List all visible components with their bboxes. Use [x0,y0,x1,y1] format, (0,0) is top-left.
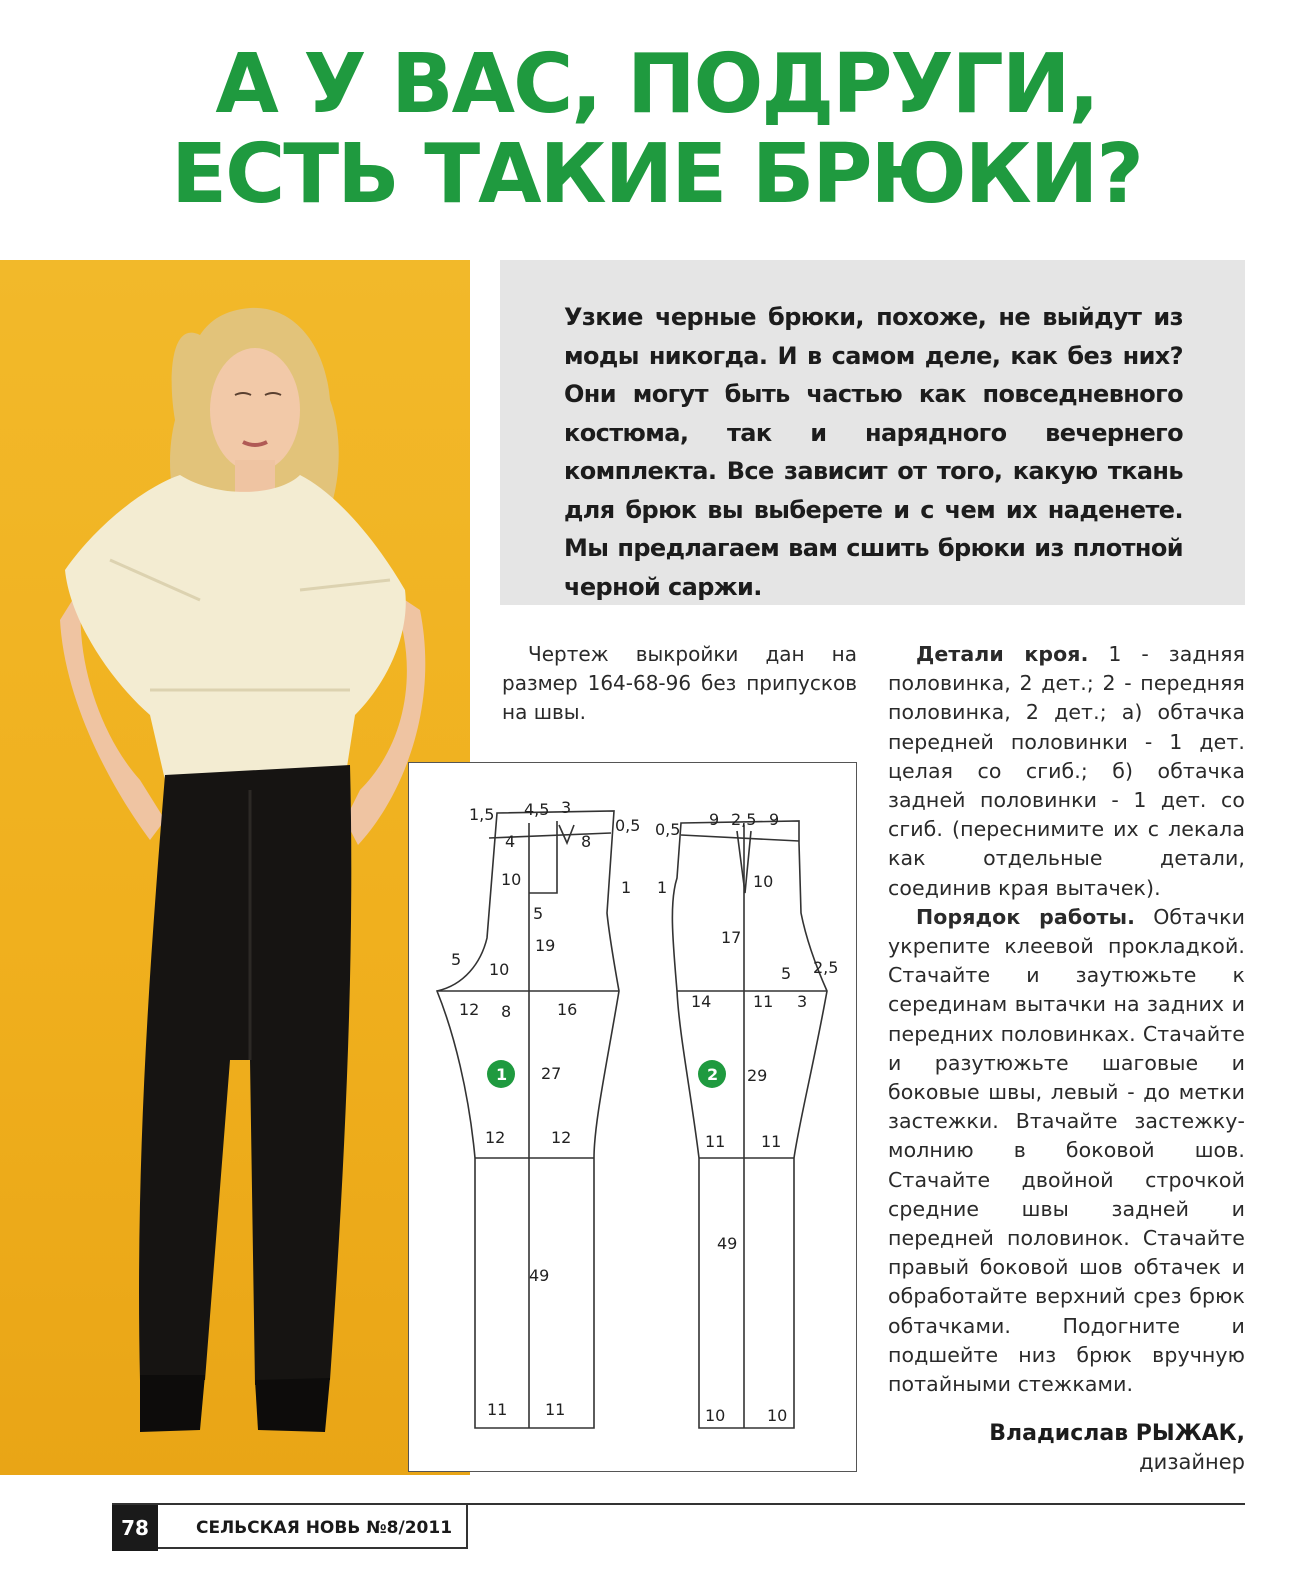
instructions-column [888,640,1245,1399]
model-photo [0,260,470,1475]
pattern-label: 1,5 [469,805,495,824]
pattern-label: 4,5 [524,800,550,819]
pattern-label: 1 [657,878,668,897]
pattern-label: 10 [767,1406,788,1425]
pattern-label: 0,5 [615,816,641,835]
pattern-label: 9 [709,810,720,829]
pattern-label: 16 [557,1000,578,1019]
author-role: дизайнер [1139,1450,1245,1474]
piece-1-labels [451,798,640,1419]
piece-1-number: 1 [496,1065,508,1084]
pattern-label: 5 [451,950,462,969]
cut-details-text: 1 - задняя половинка, 2 дет.; 2 - передняя половинка, 2 дет.; а) обтачка передней половинки - 1 дет. целая со сгиб.; б) обтачка задней половинки - 1 дет. со сгиб. (переснимите их с лекала как отдельные детали, соединив края вытачек). [888,642,1245,900]
pattern-label: 10 [753,872,774,891]
pattern-label: 10 [489,960,510,979]
issue-label: СЕЛЬСКАЯ НОВЬ №8/2011 [158,1505,468,1549]
piece-2-number: 2 [707,1065,719,1084]
pattern-label: 5 [533,904,544,923]
pattern-label: 27 [541,1064,562,1083]
pattern-label: 11 [761,1132,782,1151]
pattern-label: 49 [529,1266,550,1285]
model-illustration [0,260,470,1475]
page-title [0,37,1313,222]
pattern-label: 49 [717,1234,738,1253]
author-signature [989,1420,1245,1476]
pattern-label: 2,5 [731,810,757,829]
work-order-paragraph [888,903,1245,1399]
pattern-label: 5 [781,964,792,983]
pattern-label: 8 [581,832,592,851]
pattern-label: 8 [501,1002,512,1021]
pattern-label: 29 [747,1066,768,1085]
pattern-label: 1 [621,878,632,897]
pattern-drawing [408,762,857,1472]
pattern-label: 11 [545,1400,566,1419]
pattern-label: 3 [561,798,572,817]
pattern-label: 14 [691,992,712,1011]
cut-details-label: Детали кроя. [916,642,1089,666]
pattern-label: 9 [769,810,780,829]
pattern-label: 11 [705,1132,726,1151]
piece-2-labels [655,810,838,1425]
pattern-label: 11 [487,1400,508,1419]
work-order-label: Порядок работы. [916,904,1135,929]
pattern-label: 12 [485,1128,506,1147]
pattern-label: 4 [505,832,516,851]
title-line-2: ЕСТЬ ТАКИЕ БРЮКИ? [171,127,1142,222]
pattern-label: 17 [721,928,742,947]
pattern-label: 2,5 [813,958,839,977]
page-number: 78 [112,1505,158,1551]
author-name: Владислав РЫЖАК, [989,1421,1245,1446]
pattern-label: 12 [459,1000,480,1019]
pattern-label: 12 [551,1128,572,1147]
lead-text: Узкие черные брюки, похоже, не выйдут из моды никогда. И в самом деле, как без них? Они могут быть частью как повседневного костюма, так и нарядного вечернего комплекта. Все зависит от того, какую ткань для брюк вы выберете и с чем их наденете. Мы предлагаем вам сшить брюки из плотной черной саржи. [564,303,1183,601]
cut-details-paragraph [888,640,1245,903]
lead-box [500,260,1245,605]
pattern-note: Чертеж выкройки дан на размер 164-68-96 без припусков на швы. [502,642,857,724]
pattern-label: 11 [753,992,774,1011]
pattern-label: 10 [501,870,522,889]
work-order-text: Обтачки укрепите клеевой прокладкой. Стачайте и заутюжьте к серединам вытачки на задних и передних половинках. Стачайте и разутюжьте шаговые и боковые швы, левый - до метки застежки. Втачайте застежку-молнию в боковой шов. Стачайте двойной строчкой средние швы задней и передней половинок. Стачайте правый боковой шов обтачек и обработайте верхний срез брюк обтачками. Подогните и подшейте низ брюк вручную потайными стежками. [888,904,1245,1397]
pattern-label: 19 [535,936,556,955]
pattern-label: 10 [705,1406,726,1425]
pattern-label: 0,5 [655,820,681,839]
title-line-1: А У ВАС, ПОДРУГИ, [215,37,1098,132]
pattern-label: 3 [797,992,808,1011]
